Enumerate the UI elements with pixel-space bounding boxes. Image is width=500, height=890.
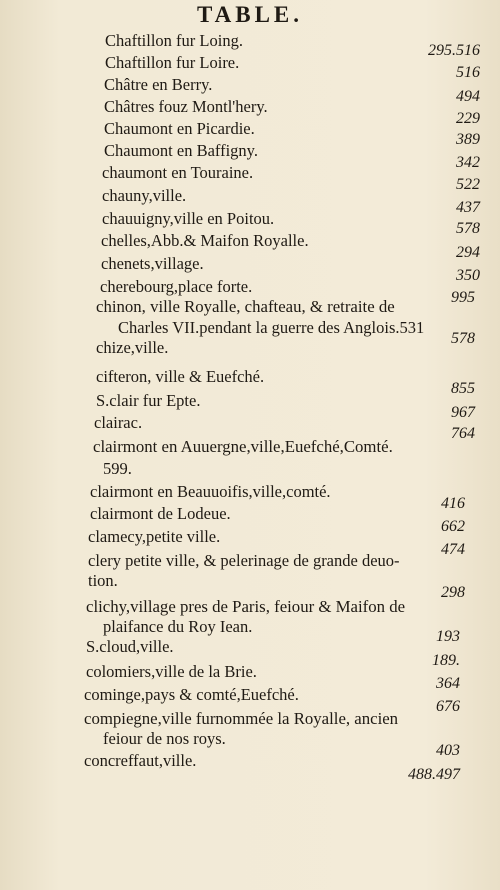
- index-entry: Chaumont en Baffigny.: [104, 141, 258, 160]
- page-number: 995: [451, 289, 475, 306]
- index-entry-continuation: plaifance du Roy Iean.: [103, 617, 253, 636]
- page-number: 229: [456, 110, 480, 127]
- index-entry: clairac.: [94, 413, 143, 432]
- page-number: 294: [456, 244, 480, 261]
- page-number: 488.497: [408, 766, 460, 783]
- index-entry: Chaftillon fur Loire.: [105, 53, 240, 72]
- page-number: 342: [456, 154, 480, 171]
- index-entry-continuation: 599.: [103, 459, 132, 478]
- index-entry: Chaftillon fur Loing.: [105, 31, 243, 50]
- index-entry-continuation: tion.: [88, 571, 118, 590]
- page-number: 389: [456, 131, 480, 148]
- index-entry-continuation: Charles VII.pendant la guerre des Anglois.531: [118, 318, 425, 337]
- page-number: 193: [436, 628, 460, 645]
- page-number: 350: [456, 267, 480, 284]
- index-entry: chauny,ville.: [102, 186, 187, 205]
- index-entry: S.cloud,ville.: [86, 637, 174, 656]
- index-entry: compiegne,ville furnommée la Royalle, ancien: [84, 709, 399, 728]
- index-entries: [0, 30, 500, 790]
- page-number: 189.: [432, 652, 460, 669]
- page-number: 764: [451, 425, 475, 442]
- page-number: 855: [451, 380, 475, 397]
- page-number: 403: [436, 742, 460, 759]
- index-entry: Châtres fouz Montl'hery.: [104, 97, 268, 116]
- index-entry: chauuigny,ville en Poitou.: [102, 209, 275, 228]
- page-number: 967: [451, 404, 475, 421]
- index-entry: clairmont en Beauuoifis,ville,comté.: [90, 482, 331, 501]
- page-number: 578: [456, 220, 480, 237]
- index-entry: cherebourg,place forte.: [100, 277, 253, 296]
- page-number: 437: [456, 199, 480, 216]
- index-entry: cominge,pays & comté,Euefché.: [84, 685, 299, 704]
- page-number: 416: [441, 495, 465, 512]
- page-number: 494: [456, 88, 480, 105]
- page-heading: TABLE.: [196, 2, 304, 27]
- index-entry-continuation: feiour de nos roys.: [103, 729, 226, 748]
- index-entry: clairmont de Lodeue.: [90, 504, 231, 523]
- page-number: 662: [441, 518, 465, 535]
- index-entry: clamecy,petite ville.: [88, 527, 221, 546]
- index-entry: S.clair fur Epte.: [96, 391, 201, 410]
- index-entry: clery petite ville, & pelerinage de grande deuo-: [88, 551, 400, 570]
- index-entry: Châtre en Berry.: [104, 75, 213, 94]
- page-number: 474: [441, 541, 465, 558]
- page-number: 516: [456, 64, 480, 81]
- index-entry: clichy,village pres de Paris, feiour & Maifon de: [86, 597, 406, 616]
- page-number: 295.516: [428, 42, 480, 59]
- index-entry: cifteron, ville & Euefché.: [96, 367, 265, 386]
- index-entry: chize,ville.: [96, 338, 169, 357]
- index-entry: chinon, ville Royalle, chafteau, & retraite de: [96, 297, 395, 316]
- index-entry: chenets,village.: [101, 254, 204, 273]
- page-number: 676: [436, 698, 460, 715]
- page-number: 298: [441, 584, 465, 601]
- page-number: 364: [436, 675, 460, 692]
- index-entry: chaumont en Touraine.: [102, 163, 254, 182]
- index-entry: concreffaut,ville.: [84, 751, 197, 770]
- index-entry: chelles,Abb.& Maifon Royalle.: [101, 231, 309, 250]
- index-entry: colomiers,ville de la Brie.: [86, 662, 257, 681]
- page-number: 578: [451, 330, 475, 347]
- index-entry: Chaumont en Picardie.: [104, 119, 255, 138]
- page-number: 522: [456, 176, 480, 193]
- index-entry: clairmont en Auuergne,ville,Euefché,Comté.: [93, 437, 393, 456]
